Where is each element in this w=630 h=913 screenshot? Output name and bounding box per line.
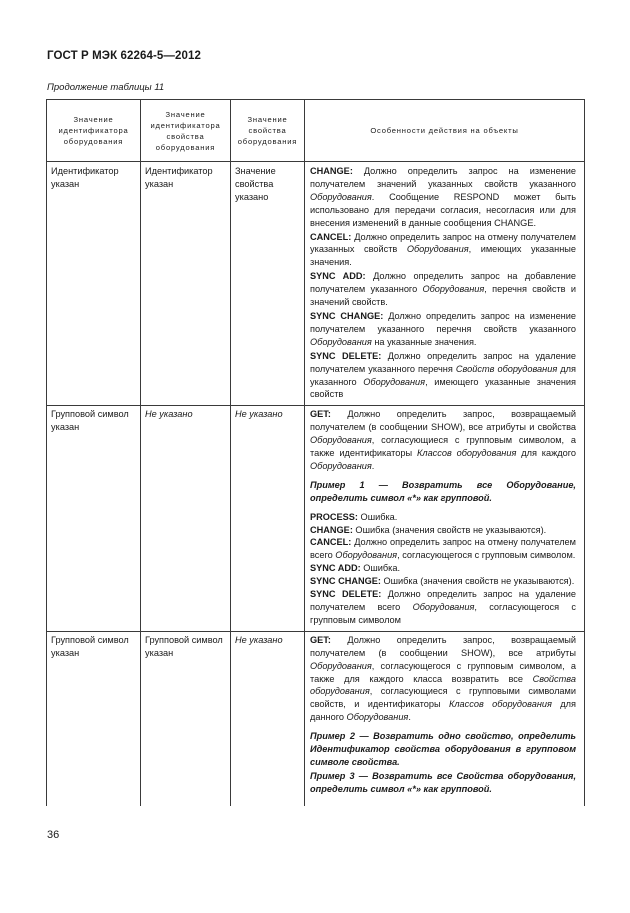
cell-equipment-id: Групповой символ указан: [47, 406, 141, 632]
example-3: Пример 3 — Возвратить все Свойства оборудования, определить символ «*» как групповой.: [310, 770, 576, 794]
verb-sync-change: SYNC CHANGE: Должно определить запрос на изменение получателем указанного перечня свойств указанного Оборудования на указанные значения.: [310, 310, 576, 347]
table-header-row: [47, 100, 585, 162]
verb-cancel: CANCEL: Должно определить запрос на отмену получателем указанных свойств Оборудования, имеющих указанные значения.: [310, 231, 576, 268]
verb-sync-add: SYNC ADD: Ошибка.: [310, 563, 401, 574]
table-caption: Продолжение таблицы 11: [47, 82, 165, 93]
cell-property-value: Не указано: [231, 406, 305, 632]
cell-equipment-id: Групповой символ указан: [47, 631, 141, 805]
verb-sync-change: SYNC CHANGE: Ошибка (значения свойств не указываются).: [310, 576, 575, 587]
cell-action-notes: [305, 162, 585, 406]
example-2: Пример 2 — Возвратить одно свойство, определить Идентификатор свойства оборудования в групповом символе свойства.: [310, 731, 576, 767]
table-row: [47, 162, 585, 406]
column-header-property-id: Значение идентификатора свойства оборудования: [141, 100, 231, 162]
spec-table: [46, 99, 585, 806]
verb-cancel: CANCEL: Должно определить запрос на отмену получателем всего Оборудования, согласующегося с групповым символом.: [310, 537, 576, 561]
table-row: [47, 406, 585, 632]
column-header-property-value: Значение свойства оборудования: [231, 100, 305, 162]
example-1: Пример 1 — Возвратить все Оборудование, определить символ «*» как групповой.: [310, 479, 576, 503]
verb-change: CHANGE: Должно определить запрос на изменение получателем значений указанных свойств указанного Оборудования. Сообщение RESPOND может быть использовано для передачи согласия, несогласия или для внесения изменений в данные сообщения CHANGE.: [310, 166, 576, 228]
cell-property-id: Идентификатор указан: [141, 162, 231, 406]
verb-change: CHANGE: Ошибка (значения свойств не указываются).: [310, 524, 547, 535]
column-header-action-notes: Особенности действия на объекты: [305, 100, 585, 162]
cell-equipment-id: Идентификатор указан: [47, 162, 141, 406]
cell-property-value: Не указано: [231, 631, 305, 805]
verb-sync-add: SYNC ADD: Должно определить запрос на добавление получателем указанного Оборудования, перечня свойств и значений свойств.: [310, 271, 577, 308]
document-title: ГОСТ Р МЭК 62264-5—2012: [47, 50, 201, 62]
cell-property-id: Не указано: [141, 406, 231, 632]
cell-property-id: Групповой символ указан: [141, 631, 231, 805]
column-header-equipment-id: Значение идентификатора оборудования: [47, 100, 141, 162]
verb-sync-delete: SYNC DELETE: Должно определить запрос на удаление получателем указанного перечня Свойств оборудования для указанного Оборудования, имеющего указанные значения свойств: [310, 350, 577, 400]
cell-property-value: Значение свойства указано: [231, 162, 305, 406]
page-number: 36: [47, 829, 60, 841]
verb-sync-delete: SYNC DELETE: Должно определить запрос на удаление получателем всего Оборудования, согласующегося с групповым символом: [310, 589, 577, 625]
verb-process: PROCESS: Ошибка.: [310, 511, 398, 522]
verb-get: GET: Должно определить запрос, возвращаемый получателем (в сообщении SHOW), все атрибуты Оборудования, согласующегося с групповым символом, а также для каждого класса возвратить все Свойства оборудования, согласующиеся с групповыми символами свойств, и идентификаторы Классов оборудования для данного Оборудования.: [310, 634, 577, 723]
table-row: [47, 631, 585, 805]
verb-get: GET: Должно определить запрос, возвращаемый получателем (в сообщении SHOW), все атрибуты и свойства Оборудования, согласующиеся с групповым символом, а также идентификаторы Классов оборудования для каждого Оборудования.: [310, 409, 576, 471]
cell-action-notes: [305, 406, 585, 632]
cell-action-notes: [305, 631, 585, 805]
